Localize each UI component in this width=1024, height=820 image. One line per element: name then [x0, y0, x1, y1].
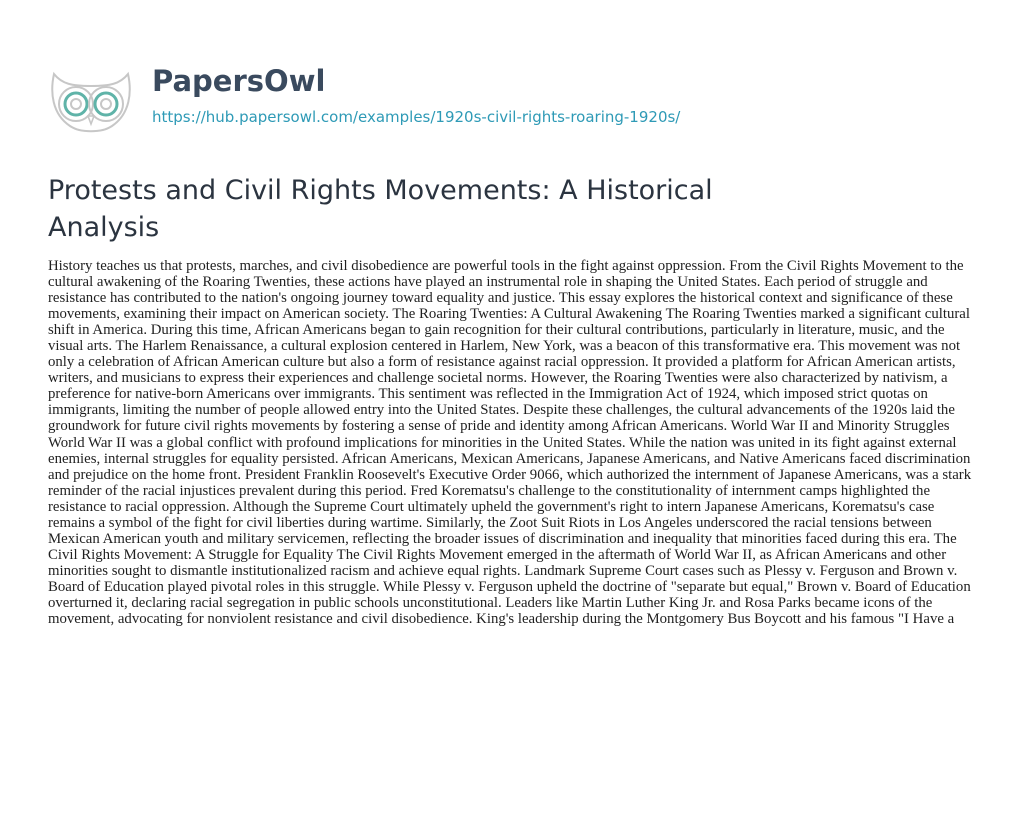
owl-eyes-logo-icon[interactable]	[48, 56, 134, 136]
essay-body: History teaches us that protests, marches, and civil disobedience are powerful tools in the fight against oppression. From the Civil Rights Movement to the cultural awakening of the Roaring Twenties, these actions have played an instrumental role in shaping the United States. Each period of struggle and resistance has contributed to the nation's ongoing journey toward equality and justice. This essay explores the historical context and significance of these movements, examining their impact on American society. The Roaring Twenties: A Cultural Awakening The Roaring Twenties marked a significant cultural shift in America. During this time, African Americans began to gain recognition for their cultural contributions, particularly in literature, music, and the visual arts. The Harlem Renaissance, a cultural explosion centered in Harlem, New York, was a beacon of this transformative era. This movement was not only a celebration of African American culture but also a form of resistance against racial oppression. It provided a platform for African American artists, writers, and musicians to express their experiences and challenge societal norms. However, the Roaring Twenties were also characterized by nativism, a preference for native-born Americans over immigrants. This sentiment was reflected in the Immigration Act of 1924, which imposed strict quotas on immigrants, limiting the number of people allowed entry into the United States. Despite these challenges, the cultural advancements of the 1920s laid the groundwork for future civil rights movements by fostering a sense of pride and identity among African Americans. World War II and Minority Struggles World War II was a global conflict with profound implications for minorities in the United States. While the nation was united in its fight against external enemies, internal struggles for equality persisted. African Americans, Mexican Americans, Japanese Americans, and Native Americans faced discrimination and prejudice on the home front. President Franklin Roosevelt's Executive Order 9066, which authorized the internment of Japanese Americans, was a stark reminder of the racial injustices prevalent during this period. Fred Korematsu's challenge to the constitutionality of internment camps highlighted the resistance to racial oppression. Although the Supreme Court ultimately upheld the government's right to intern Japanese Americans, Korematsu's case remains a symbol of the fight for civil liberties during wartime. Similarly, the Zoot Suit Riots in Los Angeles underscored the racial tensions between Mexican American youth and military servicemen, reflecting the broader issues of discrimination and inequality that minorities faced during this era. The Civil Rights Movement: A Struggle for Equality The Civil Rights Movement emerged in the aftermath of World War II, as African Americans and other minorities sought to dismantle institutionalized racism and achieve equal rights. Landmark Supreme Court cases such as Plessy v. Ferguson and Brown v. Board of Education played pivotal roles in this struggle. While Plessy v. Ferguson upheld the doctrine of "separate but equal," Brown v. Board of Education overturned it, declaring racial segregation in public schools unconstitutional. Leaders like Martin Luther King Jr. and Rosa Parks became icons of the movement, advocating for nonviolent resistance and civil disobedience. King's leadership during the Montgomery Bus Boycott and his famous "I Have a	[48, 258, 972, 628]
brand-name[interactable]: PapersOwl	[152, 64, 326, 98]
source-url-link[interactable]: https://hub.papersowl.com/examples/1920s-civil-rights-roaring-1920s/	[152, 108, 681, 126]
site-header	[48, 56, 988, 136]
page-title: Protests and Civil Rights Movements: A Historical Analysis	[48, 175, 713, 243]
